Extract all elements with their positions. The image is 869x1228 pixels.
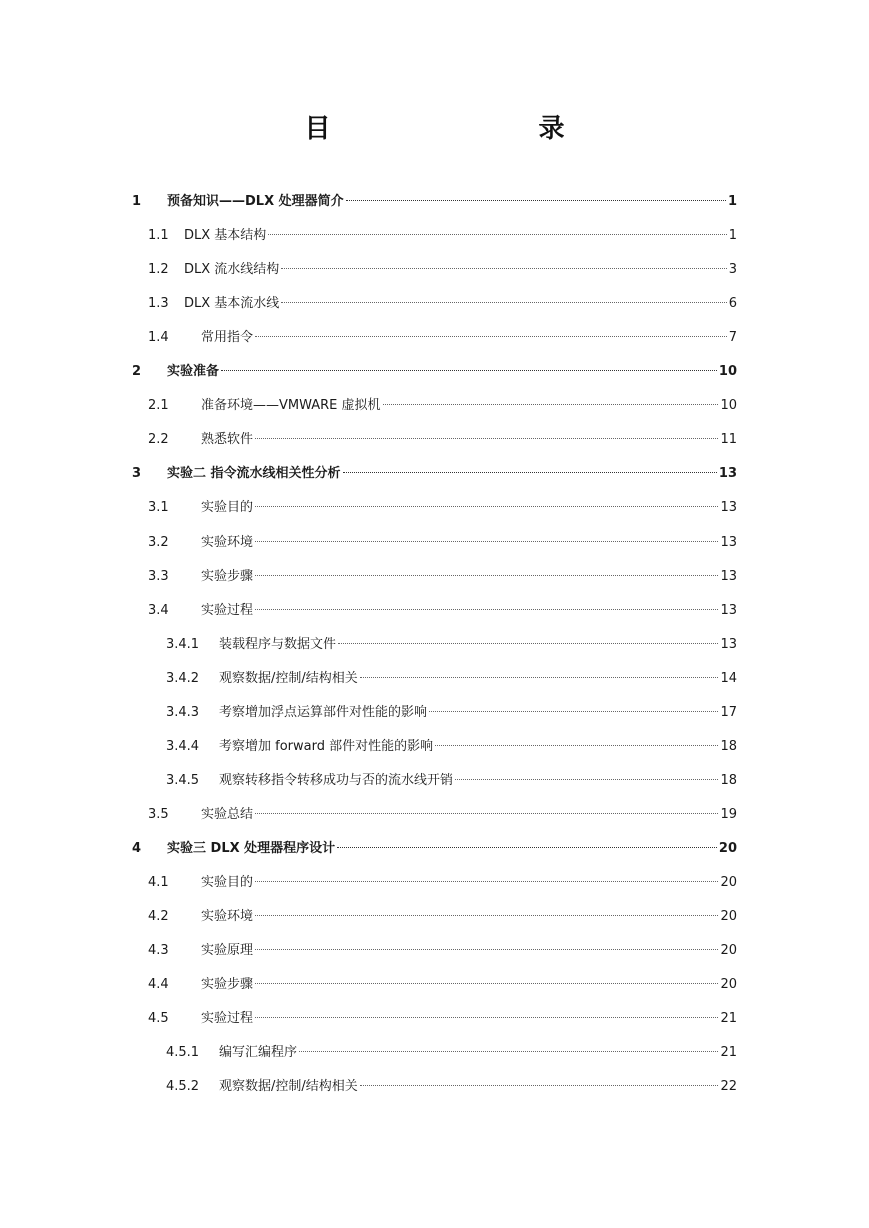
- toc-entry[interactable]: [148, 292, 737, 312]
- toc-leader-dots: [360, 1085, 719, 1086]
- toc-leader-dots: [255, 609, 718, 610]
- toc-entry[interactable]: [166, 735, 737, 755]
- toc-entry[interactable]: [148, 905, 737, 925]
- toc-entry-title: 实验过程: [201, 602, 254, 618]
- toc-entry-title: DLX 基本流水线: [184, 296, 280, 312]
- toc-entry-page-number: 21: [720, 1045, 737, 1061]
- toc-entry-page-number: 11: [720, 432, 737, 448]
- toc-entry[interactable]: [132, 360, 737, 380]
- toc-entry-number: 4.1: [148, 875, 169, 890]
- toc-entry-number: 3.4.4: [166, 738, 200, 754]
- toc-entry-title: 常用指令: [201, 330, 254, 346]
- toc-leader-dots: [255, 983, 718, 984]
- toc-entry-title: 实验目的: [201, 875, 254, 890]
- toc-entry[interactable]: [166, 701, 737, 721]
- toc-entry-title: DLX 流水线结构: [184, 262, 280, 278]
- toc-entry[interactable]: [148, 1007, 737, 1027]
- toc-leader-dots: [255, 575, 718, 576]
- toc-entry[interactable]: [148, 973, 737, 993]
- toc-entry-page-number: 14: [720, 670, 737, 686]
- toc-entry-page-number: 13: [720, 500, 737, 516]
- toc-entry-title: 实验原理: [201, 943, 254, 959]
- toc-entry-page-number: 13: [718, 466, 737, 482]
- toc-entry-number: 3.5: [148, 806, 169, 822]
- toc-entry-title: DLX 基本结构: [184, 228, 267, 244]
- toc-entry[interactable]: [148, 871, 737, 891]
- toc-entry-page-number: 3: [728, 262, 737, 278]
- toc-leader-dots: [255, 438, 718, 439]
- toc-entry-number: 4.4: [148, 977, 169, 993]
- toc-entry-title: 考察增加浮点运算部件对性能的影响: [219, 704, 428, 720]
- toc-leader-dots: [383, 404, 719, 405]
- toc-entry-page-number: 13: [720, 568, 737, 584]
- toc-entry-number: 4.3: [148, 943, 169, 959]
- toc-entry-title: 实验环境: [201, 909, 254, 925]
- toc-entry-number: 2: [132, 364, 142, 380]
- toc-leader-dots: [255, 813, 718, 814]
- toc-entry[interactable]: [148, 394, 737, 414]
- toc-entry-title: 实验三 DLX 处理器程序设计: [167, 840, 336, 856]
- toc-leader-dots: [268, 234, 726, 235]
- toc-entry-number: 1.4: [148, 330, 169, 346]
- toc-entry-page-number: 13: [720, 602, 737, 618]
- toc-entry-number: 4.5.2: [166, 1079, 200, 1095]
- toc-entry-title: 预备知识——DLX 处理器简介: [167, 194, 344, 209]
- toc-entry-title: 熟悉软件: [201, 432, 254, 448]
- toc-leader-dots: [455, 779, 718, 780]
- toc-entry-number: 2.1: [148, 398, 169, 414]
- toc-entry[interactable]: [166, 633, 737, 653]
- toc-entry-title: 装载程序与数据文件: [219, 636, 337, 652]
- toc-leader-dots: [221, 370, 717, 371]
- toc-entry-page-number: 18: [720, 738, 737, 754]
- toc-leader-dots: [281, 268, 726, 269]
- toc-entry-number: 3.4.3: [166, 704, 200, 720]
- toc-leader-dots: [255, 336, 727, 337]
- toc-entry-title: 实验二 指令流水线相关性分析: [167, 466, 341, 482]
- toc-entry-page-number: 20: [720, 875, 737, 890]
- toc-entry[interactable]: [148, 258, 737, 278]
- toc-entry[interactable]: [166, 1041, 737, 1061]
- toc-entry-number: 4: [132, 840, 142, 856]
- toc-entry[interactable]: [148, 939, 737, 959]
- toc-entry-page-number: 18: [720, 772, 737, 788]
- toc-entry-title: 准备环境——VMWARE 虚拟机: [201, 398, 381, 414]
- toc-entry[interactable]: [148, 428, 737, 448]
- toc-entry[interactable]: [148, 803, 737, 823]
- toc-leader-dots: [255, 881, 718, 882]
- toc-entry-number: 1.2: [148, 262, 169, 278]
- toc-leader-dots: [435, 745, 718, 746]
- toc-entry[interactable]: [148, 565, 737, 585]
- toc-leader-dots: [346, 200, 726, 201]
- toc-entry-title: 实验过程: [201, 1011, 254, 1027]
- toc-entry-number: 3.2: [148, 534, 169, 550]
- toc-entry-number: 3.3: [148, 568, 169, 584]
- toc-entry-number: 3.1: [148, 500, 169, 516]
- toc-entry-page-number: 21: [720, 1011, 737, 1027]
- toc-entry-page-number: 20: [720, 943, 737, 959]
- toc-entry[interactable]: [132, 462, 737, 482]
- toc-entry-page-number: 6: [728, 296, 737, 312]
- toc-entry[interactable]: [148, 496, 737, 516]
- toc-entry-title: 实验目的: [201, 500, 254, 516]
- toc-entry-number: 3.4: [148, 602, 169, 618]
- toc-entry-title: 考察增加 forward 部件对性能的影响: [219, 738, 434, 754]
- toc-entry-page-number: 13: [720, 534, 737, 550]
- toc-leader-dots: [360, 677, 719, 678]
- toc-entry-title: 实验准备: [167, 364, 220, 380]
- toc-entry[interactable]: [148, 326, 737, 346]
- toc-entry-number: 1.3: [148, 296, 169, 312]
- toc-entry-page-number: 10: [720, 398, 737, 414]
- toc-entry-number: 3.4.5: [166, 772, 200, 788]
- toc-leader-dots: [281, 302, 726, 303]
- toc-entry[interactable]: [132, 190, 737, 210]
- toc-entry-number: 4.2: [148, 909, 169, 925]
- toc-entry-page-number: 20: [720, 909, 737, 925]
- toc-entry-page-number: 1: [727, 194, 737, 209]
- toc-entry-number: 2.2: [148, 432, 169, 448]
- toc-entry-page-number: 1: [728, 228, 737, 244]
- toc-leader-dots: [429, 711, 718, 712]
- toc-entry[interactable]: [166, 667, 737, 687]
- toc-leader-dots: [337, 847, 717, 848]
- toc-entry[interactable]: [166, 1075, 737, 1095]
- toc-leader-dots: [255, 541, 718, 542]
- toc-entry-number: 3: [132, 466, 142, 482]
- toc-entry[interactable]: [166, 769, 737, 789]
- toc-entry-number: 1.1: [148, 228, 169, 244]
- toc-leader-dots: [255, 915, 718, 916]
- toc-leader-dots: [255, 949, 718, 950]
- toc-entry[interactable]: [148, 531, 737, 551]
- page-title: 目 录: [304, 114, 617, 144]
- toc-entry[interactable]: [148, 599, 737, 619]
- toc-entry-page-number: 7: [728, 330, 737, 346]
- toc-entry-title: 编写汇编程序: [219, 1045, 298, 1061]
- toc-entry-page-number: 20: [720, 977, 737, 993]
- toc-entry-page-number: 10: [718, 364, 737, 380]
- toc-entry-page-number: 19: [720, 806, 737, 822]
- toc-entry[interactable]: [148, 224, 737, 244]
- toc-entry-page-number: 17: [720, 704, 737, 720]
- toc-entry-page-number: 20: [718, 840, 737, 856]
- toc-entry-title: 实验总结: [201, 806, 254, 822]
- toc-entry-number: 4.5.1: [166, 1045, 200, 1061]
- toc-entry-title: 实验步骤: [201, 977, 254, 993]
- toc-entry-title: 实验步骤: [201, 568, 254, 584]
- toc-entry-title: 观察转移指令转移成功与否的流水线开销: [219, 772, 454, 788]
- toc-entry-page-number: 13: [720, 636, 737, 652]
- toc-entry-title: 实验环境: [201, 534, 254, 550]
- toc-entry-number: 3.4.1: [166, 636, 200, 652]
- toc-leader-dots: [255, 506, 718, 507]
- toc-entry[interactable]: [132, 837, 737, 857]
- toc-leader-dots: [255, 1017, 718, 1018]
- toc-entry-number: 4.5: [148, 1011, 169, 1027]
- toc-entry-title: 观察数据/控制/结构相关: [219, 670, 358, 686]
- toc-leader-dots: [338, 643, 718, 644]
- toc-entry-page-number: 22: [720, 1079, 737, 1095]
- toc-entry-number: 3.4.2: [166, 670, 200, 686]
- toc-leader-dots: [299, 1051, 718, 1052]
- toc-entry-title: 观察数据/控制/结构相关: [219, 1079, 358, 1095]
- toc-leader-dots: [343, 472, 717, 473]
- toc-entry-number: 1: [132, 194, 142, 209]
